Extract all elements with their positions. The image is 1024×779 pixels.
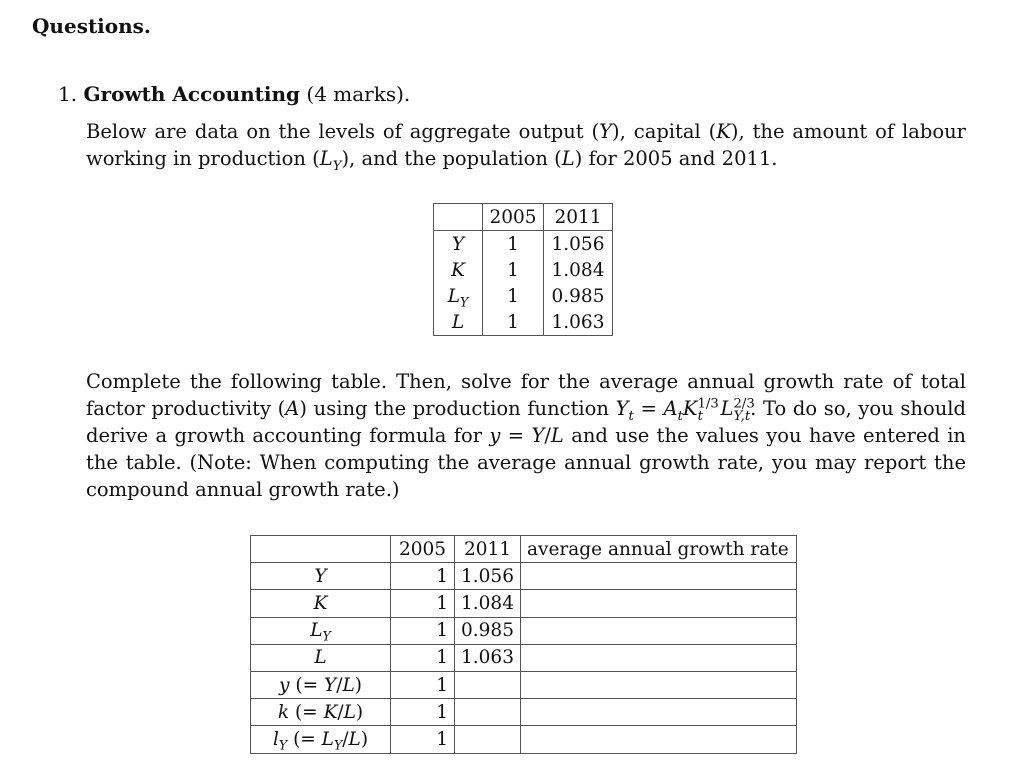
question-title: Growth Accounting [83,82,301,106]
answer-table [250,535,797,754]
growth-rate-cell[interactable] [520,563,796,590]
row-label: $l_Y$ (= $L_Y/L$) [272,728,369,753]
row-label: L [451,311,465,333]
row-label: Y [314,565,327,587]
table-row: Y 1 1.056 [434,231,613,258]
growth-rate-cell[interactable] [520,671,796,698]
row-label: L [447,285,460,307]
answer-cell[interactable] [455,671,521,698]
table-row: k (= K/L) 1 [251,699,797,726]
growth-rate-cell[interactable] [520,644,796,671]
table-row: L 1 1.063 [434,309,613,336]
instructions-paragraph: Complete the following table. Then, solve for the average annual growth rate of total factor productivity (A) using the production function $Y_t = A_tK^{1/3}_t$ $L^{2/3}_{Y,t}$. To do so, you should derive a growth accounting formula for y = Y/L and use the values you have entered in the table. (Note: When computing the average annual growth rate, you may report the compound annual growth rate.) [86,370,966,501]
growth-rate-cell[interactable] [520,590,796,617]
row-label: y (= Y/L) [279,674,362,696]
row-label: L [314,647,327,669]
table-row: y (= Y/L) 1 [251,671,797,698]
header-2005: 2005 [483,204,544,231]
header-growth-rate: average annual growth rate [520,536,796,563]
table-header-row [251,536,797,563]
table-row: K 1 1.084 [434,257,613,283]
row-label: Y [451,233,465,255]
table-header-row [434,204,613,231]
question-title-line [58,82,410,106]
table-row: Y 1 1.056 [251,563,797,590]
question-marks: (4 marks). [306,82,411,106]
header-2011: 2011 [455,536,521,563]
table-row: K 1 1.084 [251,590,797,617]
data-table [433,203,613,336]
growth-rate-cell[interactable] [520,699,796,726]
table-row: $l_Y$ (= $L_Y/L$) 1 [251,726,797,753]
growth-rate-cell[interactable] [520,726,796,753]
header-2005: 2005 [391,536,455,563]
intro-paragraph: Below are data on the levels of aggregate output (Y), capital (K), the amount of labour working in production $(L_Y)$, and the population (L) for 2005 and 2011. [86,120,966,174]
answer-cell[interactable] [455,726,521,753]
row-label: k (= K/L) [277,701,364,723]
table-row: $L_Y$ 1 0.985 [251,617,797,644]
row-label: K [451,259,465,281]
growth-rate-cell[interactable] [520,617,796,644]
page-heading: Questions. [32,14,151,38]
row-label: L [310,620,323,642]
question-number: 1. [58,82,78,106]
table-row: L 1 1.063 [251,644,797,671]
row-label: K [313,592,328,614]
header-2011: 2011 [544,204,613,231]
table-row: $L_Y$ 1 0.985 [434,283,613,309]
answer-cell[interactable] [455,699,521,726]
